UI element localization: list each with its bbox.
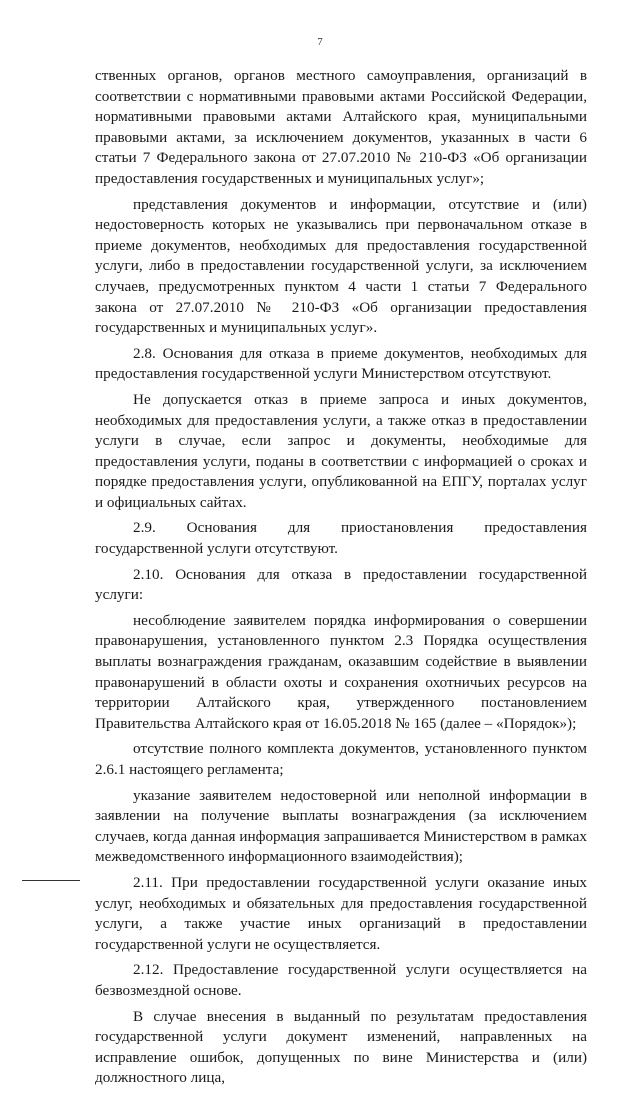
paragraph: 2.11. При предоставлении государственной услуги оказание иных услуг, необходимых и обязательных для предоставления государственной услуги, а также участие иных организаций в предоставлении государственной услуги не осуществляется. [95,873,587,953]
paragraph: несоблюдение заявителем порядка информирования о совершении правонарушения, установленного пунктом 2.3 Порядка осуществления выплаты вознаграждения гражданам, оказавшим содействие в выявлении правонарушений в области охоты и сохранения охотничьих ресурсов на территории Алтайского края, утвержденного постановлением Правительства Алтайского края от 16.05.2018 № 165 (далее – «Порядок»); [95,611,587,732]
paragraph: указание заявителем недостоверной или неполной информации в заявлении на получение выплаты вознаграждения (за исключением случаев, когда данная информация запрашивается Министерством в рамках межведомственного информационного взаимодействия); [95,786,587,866]
paragraph: 2.8. Основания для отказа в приеме документов, необходимых для предоставления государственной услуги Министерством отсутствуют. [95,344,587,383]
page-number: 7 [317,36,323,48]
paragraph: отсутствие полного комплекта документов, установленного пунктом 2.6.1 настоящего регламента; [95,740,587,778]
paragraph: 2.10. Основания для отказа в предоставлении государственной услуги: [95,565,587,604]
paragraph: В случае внесения в выданный по результатам предоставления государственной услуги документ изменений, направленных на исправление ошибок, допущенных по вине Министерства и (или) должностного лица, [95,1007,587,1087]
document-body [95,66,587,1094]
paragraph: Не допускается отказ в приеме запроса и иных документов, необходимых для предоставления услуги, а также отказ в предоставлении услуги в случае, если запрос и документы, необходимые для предоставления услуги, поданы в соответствии с информацией о сроках и порядке предоставления услуги, опубликованной на ЕПГУ, порталах услуг и официальных сайтах. [95,390,587,511]
paragraph: 2.12. Предоставление государственной услуги осуществляется на безвозмездной основе. [95,961,587,999]
paragraph: ственных органов, органов местного самоуправления, организаций в соответствии с нормативными правовыми актами Российской Федерации, нормативными правовыми актами Алтайского края, муниципальными правовыми актами, за исключением документов, указанных в части 6 статьи 7 Федерального закона от 27.07.2010 № 210-ФЗ «Об организации предоставления государственных и муниципальных услуг»; [95,67,587,187]
paragraph: 2.9. Основания для приостановления предоставления государственной услуги отсутствуют. [95,519,587,558]
footer-divider [22,880,80,881]
paragraph: представления документов и информации, отсутствие и (или) недостоверность которых не указывались при первоначальном отказе в приеме документов, необходимых для предоставления государственной услуги, либо в предоставлении государственной услуги, за исключением случаев, предусмотренных пунктом 4 части 1 статьи 7 Федерального закона от 27.07.2010 № 210-ФЗ «Об организации предоставления государственных и муниципальных услуг». [95,195,587,337]
